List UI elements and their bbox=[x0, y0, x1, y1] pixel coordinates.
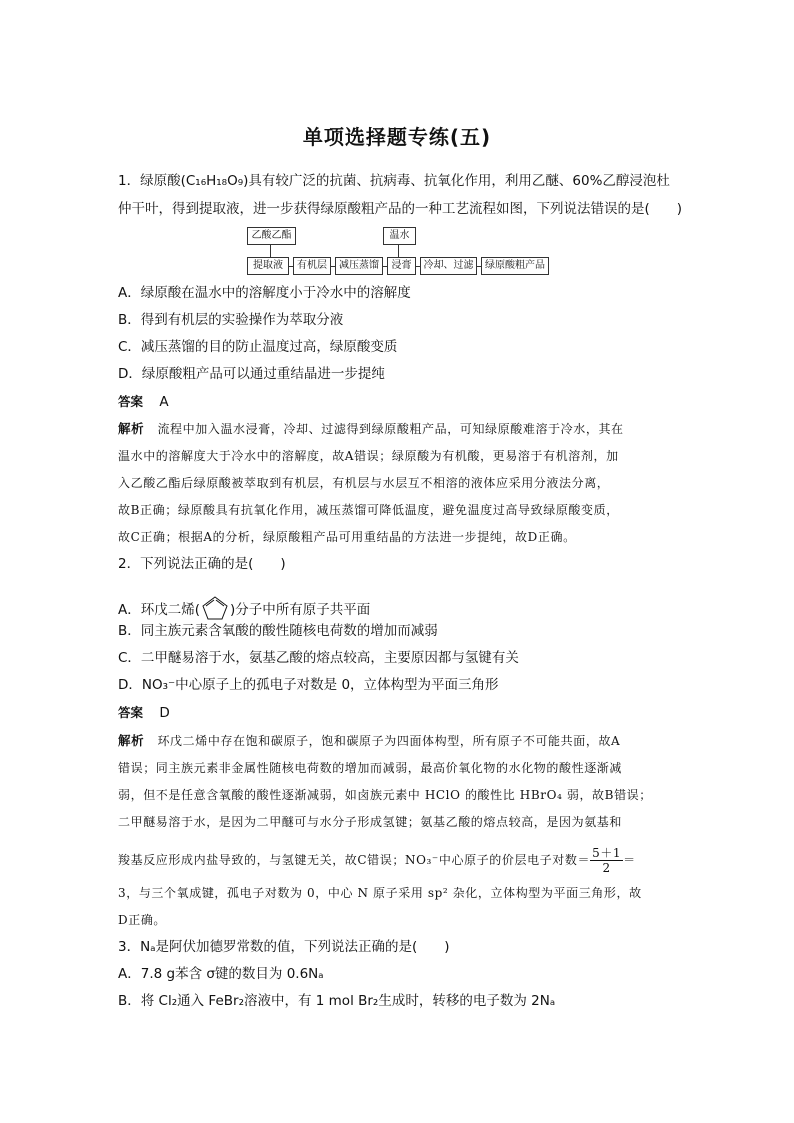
q1-explanation-line bbox=[118, 419, 678, 439]
q3-option-b: B．将 Cl₂通入 FeBr₂溶液中，有 1 mol Br₂生成时，转移的电子数为 2Nₐ bbox=[118, 993, 556, 1009]
explanation-label: 解析 bbox=[118, 421, 145, 436]
q2-option-d: D．NO₃⁻中心原子上的孤电子对数是 0，立体构型为平面三角形 bbox=[118, 677, 499, 693]
q2-explanation-line bbox=[118, 731, 678, 751]
cyclopentadiene-structure-icon bbox=[200, 594, 230, 622]
q1-explanation-line: 故C正确；根据A的分析，绿原酸粗产品可用重结晶的方法进一步提纯，故D正确。 bbox=[118, 530, 576, 544]
q2-stem: 2．下列说法正确的是( ) bbox=[118, 556, 286, 572]
flow-step: 有机层 bbox=[293, 257, 331, 275]
q1-explanation-line: 入乙酸乙酯后绿原酸被萃取到有机层，有机层与水层互不相溶的液体应采用分液法分离， bbox=[118, 476, 610, 490]
answer-label: 答案 bbox=[118, 394, 144, 409]
fraction-denominator: 2 bbox=[602, 861, 611, 875]
explanation-text: 流程中加入温水浸膏，冷却、过滤得到绿原酸粗产品，可知绿原酸难溶于冷水，其在 bbox=[157, 422, 624, 436]
q1-option-a: A．绿原酸在温水中的溶解度小于冷水中的溶解度 bbox=[118, 285, 411, 301]
flow-step: 减压蒸馏 bbox=[335, 257, 383, 275]
option-a-text: A．环戊二烯( bbox=[118, 602, 201, 618]
q3-stem: 3．Nₐ是阿伏加德罗常数的值，下列说法正确的是( ) bbox=[118, 939, 450, 955]
flow-connector bbox=[270, 245, 271, 257]
flow-step: 绿原酸粗产品 bbox=[481, 257, 549, 275]
q3-option-a: A．7.8 g苯含 σ键的数目为 0.6Nₐ bbox=[118, 966, 324, 982]
explanation-label: 解析 bbox=[118, 733, 145, 748]
q1-explanation-line: 温水中的溶解度大于冷水中的溶解度，故A错误；绿原酸为有机酸，更易溶于有机溶剂，加 bbox=[118, 449, 619, 463]
explanation-text: 羧基反应形成内盐导致的，与氢键无关，故C错误；NO₃⁻中心原子的价层电子对数＝ bbox=[118, 853, 591, 867]
q2-explanation-line: 3，与三个氧成键，孤电子对数为 0，中心 N 原子采用 sp² 杂化，立体构型为平面三角形，故 bbox=[118, 886, 642, 900]
flow-connector bbox=[398, 245, 399, 257]
q2-option-b: B．同主族元素含氧酸的酸性随核电荷数的增加而减弱 bbox=[118, 623, 438, 639]
q1-answer bbox=[118, 392, 678, 412]
page-title: 单项选择题专练(五) bbox=[302, 125, 492, 149]
q1-option-b: B．得到有机层的实验操作为萃取分液 bbox=[118, 312, 344, 328]
fraction bbox=[590, 846, 623, 875]
explanation-text: 环戊二烯中存在饱和碳原子，饱和碳原子为四面体构型，所有原子不可能共面，故A bbox=[157, 734, 621, 748]
flow-step: 冷却、过滤 bbox=[420, 257, 477, 275]
q2-option-a bbox=[118, 594, 678, 622]
option-a-text: )分子中所有原子共平面 bbox=[230, 602, 371, 618]
flow-step: 提取液 bbox=[247, 257, 289, 275]
fraction-numerator: 5＋1 bbox=[592, 846, 622, 860]
flow-top-warm-water: 温水 bbox=[383, 227, 416, 245]
q2-answer bbox=[118, 703, 678, 723]
q1-stem-line1: 1．绿原酸(C₁₆H₁₈O₉)具有较广泛的抗菌、抗病毒、抗氧化作用，利用乙醚、60%乙醇浸泡杜 bbox=[118, 173, 670, 189]
answer-label: 答案 bbox=[118, 705, 144, 720]
q2-explanation-line: 弱，但不是任意含氧酸的酸性逐渐减弱，如卤族元素中 HClO 的酸性比 HBrO₄ 弱，故B错误； bbox=[118, 788, 652, 802]
flow-top-ethyl-acetate: 乙酸乙酯 bbox=[247, 227, 296, 245]
flow-step: 浸膏 bbox=[387, 257, 416, 275]
q1-option-c: C．减压蒸馏的目的防止温度过高，绿原酸变质 bbox=[118, 339, 398, 355]
q2-explanation-line: D正确。 bbox=[118, 913, 167, 927]
answer-value: A bbox=[159, 394, 169, 410]
q2-option-c: C．二甲醚易溶于水，氨基乙酸的熔点较高，主要原因都与氢键有关 bbox=[118, 650, 519, 666]
q2-explanation-line: 二甲醚易溶于水，是因为二甲醚可与水分子形成氢键；氨基乙酸的熔点较高，是因为氨基和 bbox=[118, 815, 623, 829]
equals-sign: ＝ bbox=[623, 853, 636, 867]
answer-value: D bbox=[159, 705, 170, 721]
q1-option-d: D．绿原酸粗产品可以通过重结晶进一步提纯 bbox=[118, 366, 385, 382]
q1-stem-line2: 仲干叶，得到提取液，进一步获得绿原酸粗产品的一种工艺流程如图，下列说法错误的是( ) bbox=[118, 201, 683, 217]
q2-explanation-line: 错误；同主族元素非金属性随核电荷数的增加而减弱，最高价氧化物的水化物的酸性逐渐减 bbox=[118, 761, 623, 775]
q1-explanation-line: 故B正确；绿原酸具有抗氧化作用，减压蒸馏可降低温度，避免温度过高导致绿原酸变质， bbox=[118, 503, 619, 517]
q2-explanation-line bbox=[118, 846, 678, 875]
